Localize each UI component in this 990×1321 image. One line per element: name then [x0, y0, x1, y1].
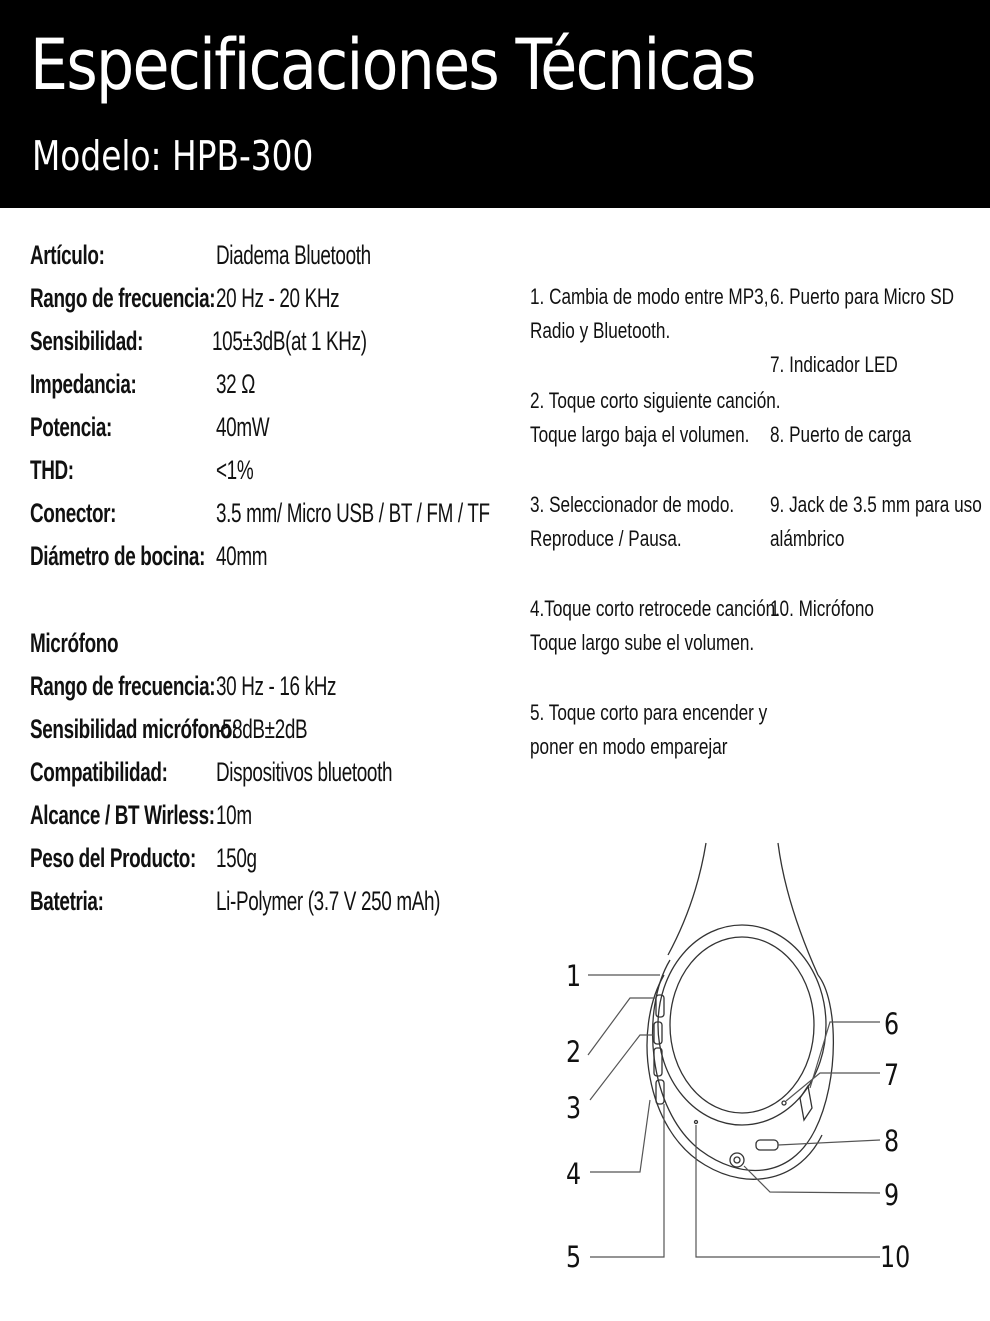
spec-label: THD:: [30, 455, 74, 485]
spec-row: [30, 886, 500, 929]
spec-row: [30, 671, 500, 714]
spec-row: [30, 714, 500, 757]
callout-line-2: [588, 998, 656, 1055]
spec-label: Impedancia:: [30, 369, 137, 399]
headband-outline: [668, 843, 706, 955]
spec-label: Sensibilidad:: [30, 326, 144, 356]
microphone-section-title: Micrófono: [30, 628, 119, 658]
spec-label: Rango de frecuencia:: [30, 283, 216, 313]
headband-outline: [778, 843, 818, 975]
legend-item: 8. Puerto de carga: [770, 422, 912, 447]
power-button: [656, 1080, 664, 1104]
spec-label: Batetria:: [30, 886, 104, 916]
callout-line-5: [590, 1104, 664, 1257]
ear-cushion: [658, 925, 826, 1125]
spec-row: [30, 369, 500, 412]
callout-number: 3: [566, 1091, 582, 1125]
callout-number: 7: [884, 1058, 900, 1092]
callout-line-8: [778, 1140, 880, 1145]
callout-line-3: [590, 1035, 654, 1100]
legend-item: 7. Indicador LED: [770, 352, 898, 377]
legend-item: 1. Cambia de modo entre MP3, Radio y Bluetooth.: [530, 284, 769, 343]
callout-number: 2: [566, 1035, 582, 1069]
spec-value: 20 Hz - 20 KHz: [216, 283, 340, 313]
spec-label: Alcance / BT Wirless:: [30, 800, 215, 830]
legend-item: 5. Toque corto para encender y poner en modo emparejar: [530, 700, 768, 759]
spec-label: Artículo:: [30, 240, 105, 270]
spec-value: 40mm: [216, 541, 268, 571]
callout-number: 4: [566, 1157, 582, 1191]
callout-number: 5: [566, 1240, 582, 1274]
spec-value: -58dB±2dB: [216, 714, 308, 744]
legend-item: 10. Micrófono: [770, 596, 874, 621]
led-indicator: [782, 1101, 786, 1105]
callout-number: 6: [884, 1007, 900, 1041]
spec-value: Li-Polymer (3.7 V 250 mAh): [216, 886, 441, 916]
callout-number: 9: [884, 1178, 900, 1212]
mode-button: [656, 995, 664, 1017]
audio-jack: [734, 1157, 740, 1163]
spec-row: [30, 541, 500, 584]
callout-number: 1: [566, 959, 582, 993]
play-button: [654, 1048, 662, 1076]
spec-label: Diámetro de bocina:: [30, 541, 206, 571]
callout-line-9: [744, 1166, 880, 1193]
microphone-hole: [695, 1121, 698, 1124]
next-button: [654, 1022, 662, 1044]
legend-item: 9. Jack de 3.5 mm para uso alámbrico: [770, 492, 982, 551]
callout-number: 10: [880, 1240, 911, 1274]
spec-label: Potencia:: [30, 412, 112, 442]
spec-value: <1%: [216, 455, 254, 485]
callout-number: 8: [884, 1124, 900, 1158]
callout-line-4: [590, 1100, 650, 1172]
spec-value: 32 Ω: [216, 369, 256, 399]
ear-cup-shell: [653, 960, 834, 1170]
spec-row: [30, 455, 500, 498]
spec-row: [30, 240, 500, 283]
callout-line-10: [696, 1125, 880, 1257]
spec-row: [30, 757, 500, 800]
spec-row: [30, 326, 500, 369]
spec-value: Dispositivos bluetooth: [216, 757, 393, 787]
spec-value: 40mW: [216, 412, 270, 442]
specifications-table: [30, 240, 500, 929]
spec-value: 3.5 mm/ Micro USB / BT / FM / TF: [216, 498, 490, 528]
spec-row: [30, 800, 500, 843]
spec-value: 105±3dB(at 1 KHz): [212, 326, 367, 356]
legend-item: 4.Toque corto retrocede canción. Toque largo sube el volumen.: [530, 596, 780, 655]
ear-cushion: [670, 937, 814, 1113]
header-banner: [0, 0, 990, 208]
spec-row: [30, 412, 500, 455]
spec-row: [30, 283, 500, 326]
legend-item: 2. Toque corto siguiente canción. Toque largo baja el volumen.: [530, 388, 781, 447]
spec-label: Compatibilidad:: [30, 757, 168, 787]
callout-line-7: [786, 1073, 880, 1101]
charging-port: [756, 1140, 778, 1150]
ear-cup-shell: [647, 975, 822, 1179]
spec-label: Conector:: [30, 498, 117, 528]
callout-line-6: [810, 1022, 880, 1088]
spec-row: [30, 498, 500, 541]
spec-row: [30, 843, 500, 886]
audio-jack: [730, 1153, 744, 1167]
spec-label: Peso del Producto:: [30, 843, 196, 873]
spec-label: Rango de frecuencia:: [30, 671, 216, 701]
micro-sd-slot: [800, 1086, 812, 1120]
legend-item: 6. Puerto para Micro SD: [770, 284, 955, 309]
spec-value: 30 Hz - 16 kHz: [216, 671, 337, 701]
spec-value: 10m: [216, 800, 252, 830]
model-subtitle: Modelo: HPB-300: [32, 132, 314, 180]
page-title: Especificaciones Técnicas: [30, 24, 755, 106]
spec-value: 150g: [216, 843, 257, 873]
legend-item: 3. Seleccionador de modo. Reproduce / Pausa.: [530, 492, 735, 551]
spec-label: Sensibilidad micrófono:: [30, 714, 238, 744]
spec-value: Diadema Bluetooth: [216, 240, 371, 270]
